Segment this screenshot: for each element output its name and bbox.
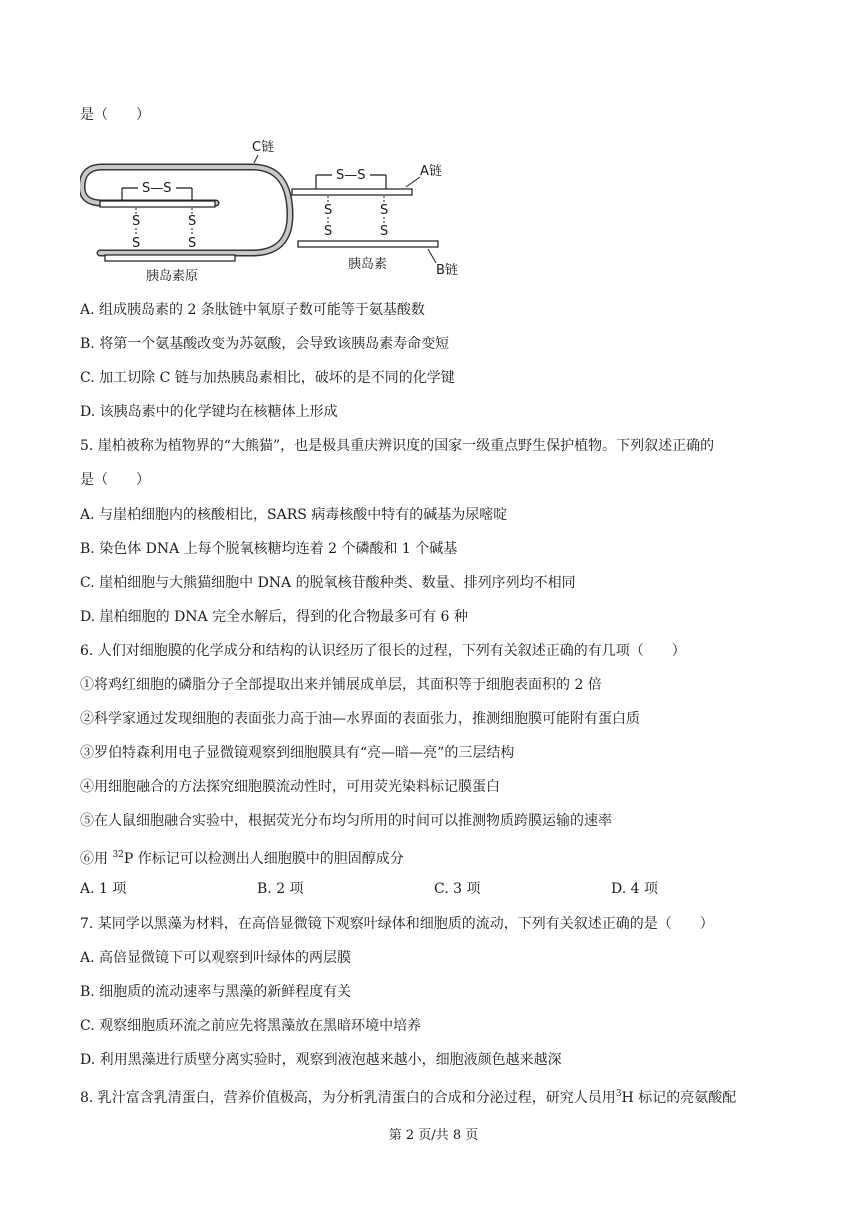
q6-option-b: B. 2 项 — [257, 881, 304, 897]
q6-item-6-pre: ⑥用 — [80, 851, 113, 867]
insulin-label: 胰岛素 — [348, 257, 388, 272]
q8-stem-pre: 8. 乳汁富含乳清蛋白，营养价值极高，为分析乳清蛋白的合成和分泌过程，研究人员用 — [80, 1090, 616, 1106]
proinsulin-s: S — [132, 214, 141, 229]
q6-item-4: ④用细胞融合的方法探究细胞膜流动性时，可用荧光染料标记膜蛋白 — [80, 779, 500, 795]
q6-option-c: C. 3 项 — [434, 881, 481, 897]
q4-option-b: B. 将第一个氨基酸改变为苏氨酸，会导致该胰岛素寿命变短 — [80, 336, 450, 352]
insulin-structure-diagram — [80, 135, 480, 285]
c-chain-loop — [82, 167, 290, 253]
insulin-b-chain — [298, 241, 438, 247]
q5-option-d: D. 崖柏细胞的 DNA 完全水解后，得到的化合物最多可有 6 种 — [80, 609, 468, 625]
q8-stem — [80, 1085, 736, 1107]
page-footer: 第 2 页/共 8 页 — [388, 1128, 479, 1143]
q6-item-1: ①将鸡红细胞的磷脂分子全部提取出来并铺展成单层，其面积等于细胞表面积的 2 倍 — [80, 677, 602, 693]
proinsulin-s: S — [188, 236, 197, 251]
proinsulin-b-segment — [105, 255, 235, 261]
insulin-s: S — [324, 224, 333, 239]
q6-option-a: A. 1 项 — [80, 881, 127, 897]
proinsulin-s: S — [188, 214, 197, 229]
q6-item-5: ⑤在人鼠细胞融合实验中，根据荧光分布均匀所用的时间可以推测物质跨膜运输的速率 — [80, 813, 612, 829]
q6-stem: 6. 人们对细胞膜的化学成分和结构的认识经历了很长的过程，下列有关叙述正确的有几项（ ） — [80, 643, 686, 659]
q5-stem: 5. 崖柏被称为植物界的“大熊猫”，也是极具重庆辨识度的国家一级重点野生保护植物。下列叙述正确的 — [80, 438, 715, 454]
proinsulin-a-segment — [100, 201, 215, 207]
q7-option-b: B. 细胞质的流动速率与黑藻的新鲜程度有关 — [80, 984, 352, 1000]
q4-option-d: D. 该胰岛素中的化学键均在核糖体上形成 — [80, 404, 338, 420]
a-chain-label: A链 — [420, 164, 442, 179]
c-chain-label: C链 — [252, 140, 275, 155]
insulin-a-chain — [292, 189, 412, 195]
q5-option-a: A. 与崖柏细胞内的核酸相比，SARS 病毒核酸中特有的碱基为尿嘧啶 — [80, 507, 508, 523]
q8-stem-post: H 标记的亮氨酸配 — [621, 1090, 737, 1106]
insulin-s: S — [380, 203, 389, 218]
question-4-tail: 是（ ） — [80, 107, 150, 123]
proinsulin-s: S — [132, 236, 141, 251]
q7-option-d: D. 利用黑藻进行质壁分离实验时，观察到液泡越来越小，细胞液颜色越来越深 — [80, 1052, 562, 1068]
q6-item-3: ③罗伯特森利用电子显微镜观察到细胞膜具有“亮—暗—亮”的三层结构 — [80, 745, 515, 761]
q7-option-a: A. 高倍显微镜下可以观察到叶绿体的两层膜 — [80, 950, 352, 966]
q6-item-2: ②科学家通过发现细胞的表面张力高于油—水界面的表面张力，推测细胞膜可能附有蛋白质 — [80, 711, 640, 727]
proinsulin-label: 胰岛素原 — [146, 269, 199, 284]
proinsulin-intra-ss: S—S — [142, 181, 172, 196]
q5-option-b: B. 染色体 DNA 上每个脱氧核糖均连着 2 个磷酸和 1 个碱基 — [80, 541, 458, 557]
q6-item-6-post: P 作标记可以检测出人细胞膜中的胆固醇成分 — [123, 851, 404, 867]
insulin-intra-ss: S—S — [336, 168, 366, 183]
q7-stem: 7. 某同学以黑藻为材料，在高倍显微镜下观察叶绿体和细胞质的流动，下列有关叙述正确的是（ ） — [80, 916, 714, 932]
q8-stem-sup: 3 — [615, 1089, 622, 1099]
q7-option-c: C. 观察细胞质环流之前应先将黑藻放在黑暗环境中培养 — [80, 1018, 422, 1034]
q6-option-d: D. 4 项 — [611, 881, 658, 897]
q5-option-c: C. 崖柏细胞与大熊猫细胞中 DNA 的脱氧核苷酸种类、数量、排列序列均不相同 — [80, 575, 576, 591]
q6-item-6-sup: 32 — [112, 850, 124, 860]
insulin-s: S — [324, 203, 333, 218]
q6-item-6 — [80, 846, 404, 868]
b-chain-label: B链 — [436, 263, 458, 278]
q5-stem-tail: 是（ ） — [80, 472, 150, 488]
q4-option-a: A. 组成胰岛素的 2 条肽链中氧原子数可能等于氨基酸数 — [80, 302, 425, 318]
q4-option-c: C. 加工切除 C 链与加热胰岛素相比，破坏的是不同的化学键 — [80, 370, 455, 386]
insulin-s: S — [380, 224, 389, 239]
